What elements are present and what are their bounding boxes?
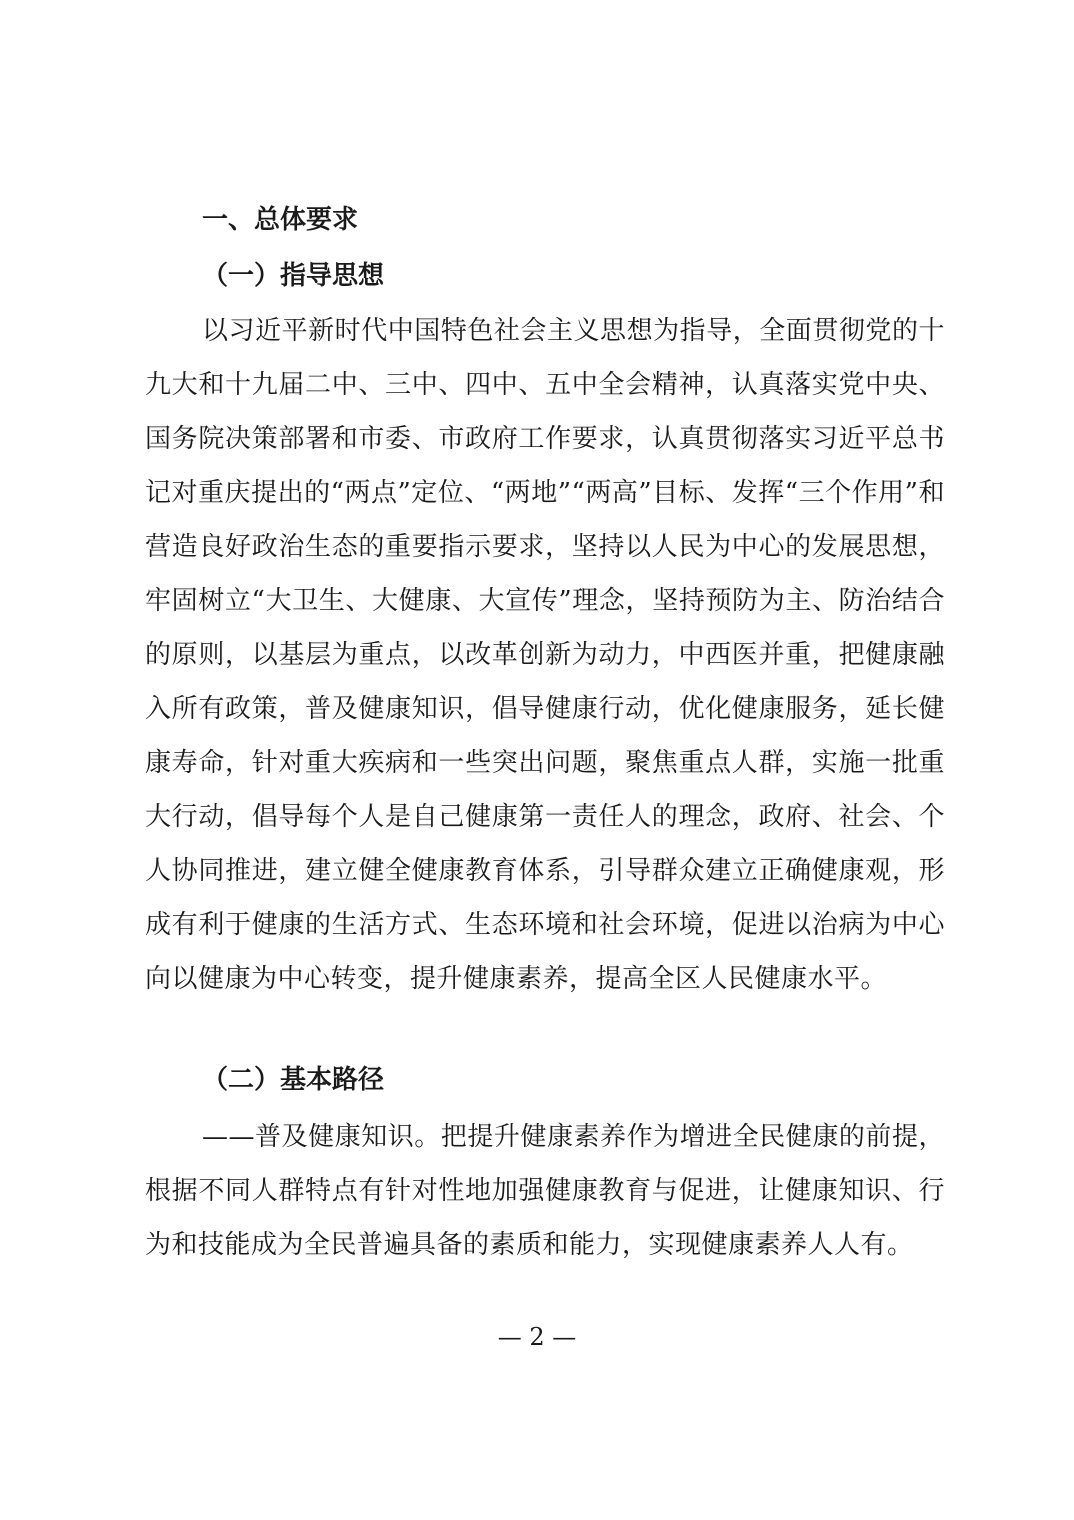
section-heading: 一、总体要求 bbox=[202, 205, 359, 235]
subsection-heading-guiding-ideology: （一）指导思想 bbox=[202, 261, 385, 291]
page-number: — 2 — bbox=[497, 1323, 577, 1351]
paragraph-guiding-ideology: 以习近平新时代中国特色社会主义思想为指导，全面贯彻党的十九大和十九届二中、三中、四中、五中全会精神，认真落实党中央、国务院决策部署和市委、市政府工作要求，认真贯彻落实习近平总书记对重庆提出的“两点”定位、“两地”“两高”目标、发挥“三个作用”和营造良好政治生态的重要指示要求，坚持以人民为中心的发展思想，牢固树立“大卫生、大健康、大宣传”理念，坚持预防为主、防治结合的原则，以基层为重点，以改革创新为动力，中西医并重，把健康融入所有政策，普及健康知识，倡导健康行动，优化健康服务，延长健康寿命，针对重大疾病和一些突出问题，聚焦重点人群，实施一批重大行动，倡导每个人是自己健康第一责任人的理念，政府、社会、个人协同推进，建立健全健康教育体系，引导群众建立正确健康观，形成有利于健康的生活方式、生态环境和社会环境，促进以治病为中心向以健康为中心转变，提升健康素养，提高全区人民健康水平。 bbox=[145, 316, 945, 994]
paragraph-basic-path: ——普及健康知识。把提升健康素养作为增进全民健康的前提，根据不同人群特点有针对性地加强健康教育与促进，让健康知识、行为和技能成为全民普遍具备的素质和能力，实现健康素养人人有。 bbox=[145, 1122, 945, 1260]
subsection-heading-basic-path: （二）基本路径 bbox=[202, 1065, 385, 1095]
